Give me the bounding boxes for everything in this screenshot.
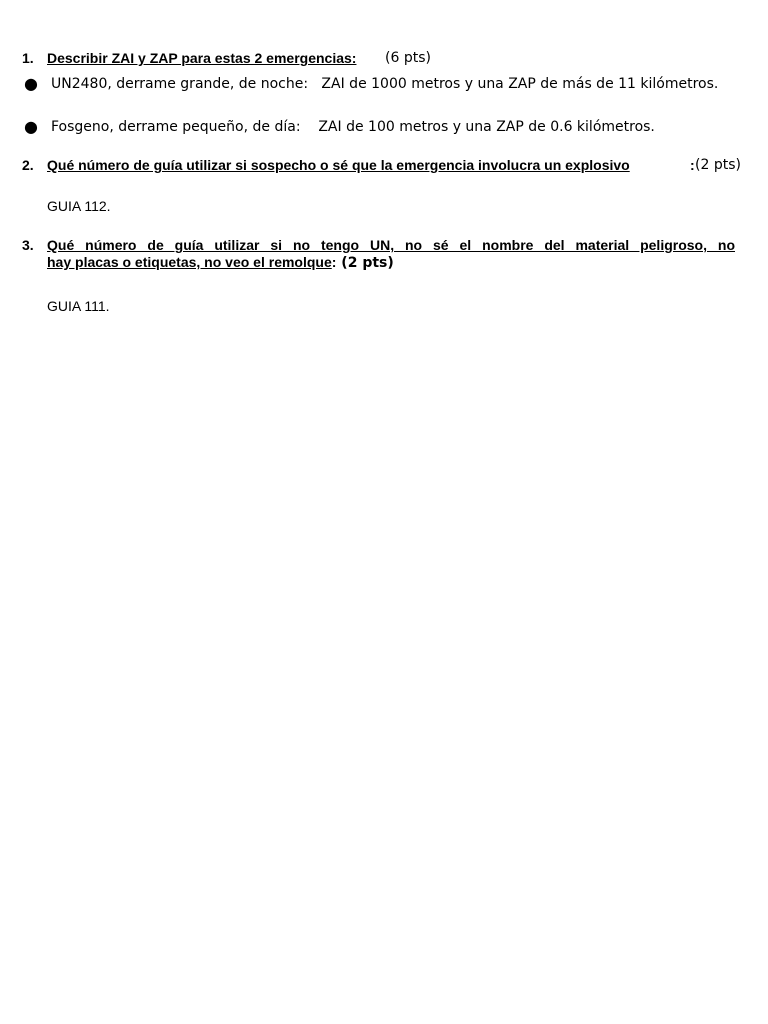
- question-points: (2 pts): [336, 255, 394, 271]
- question-3: [22, 237, 752, 271]
- bullet-icon: ●: [24, 117, 38, 136]
- question-text-line-1: Qué número de guía utilizar si no tengo UN, no sé el nombre del material peligroso, no: [47, 237, 735, 253]
- question-points: (6 pts): [385, 50, 431, 66]
- answer-3: GUIA 111.: [47, 298, 110, 314]
- question-1: [22, 50, 752, 67]
- question-text-line-2: hay placas o etiquetas, no veo el remolque: [47, 254, 332, 270]
- question-2: [22, 157, 762, 174]
- question-points: (2 pts): [695, 157, 741, 173]
- question-text: Describir ZAI y ZAP para estas 2 emergencias:: [47, 50, 357, 66]
- question-text-line-2-wrap: [47, 254, 394, 272]
- bullet-text: UN2480, derrame grande, de noche: ZAI de 1000 metros y una ZAP de más de 11 kilómetros.: [51, 76, 719, 92]
- bullet-item-2: [24, 118, 724, 136]
- question-number: 2.: [22, 157, 34, 173]
- bullet-text: Fosgeno, derrame pequeño, de día: ZAI de 100 metros y una ZAP de 0.6 kilómetros.: [51, 119, 655, 135]
- question-text: Qué número de guía utilizar si sospecho o sé que la emergencia involucra un explosivo: [47, 157, 630, 173]
- answer-2: GUIA 112.: [47, 198, 111, 214]
- question-colon: :: [690, 157, 695, 173]
- question-number: 3.: [22, 237, 34, 253]
- bullet-icon: ●: [24, 74, 38, 93]
- bullet-item-1: [24, 75, 724, 111]
- question-colon: :: [331, 254, 337, 270]
- question-number: 1.: [22, 50, 34, 66]
